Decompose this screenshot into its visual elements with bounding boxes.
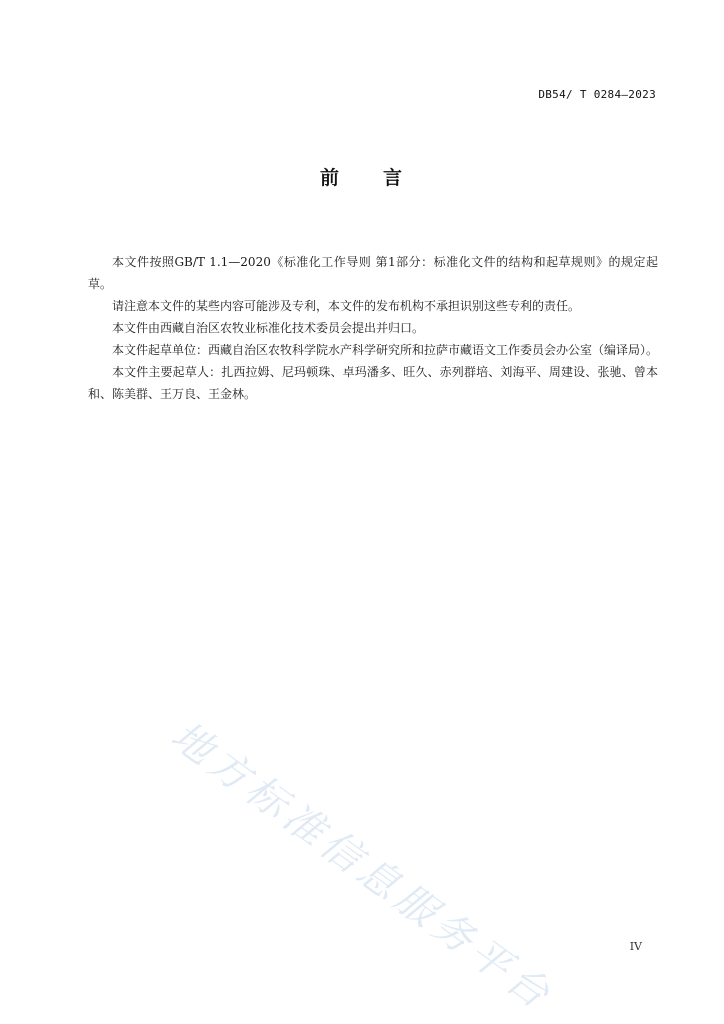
paragraph-proposer: 本文件由西藏自治区农牧业标准化技术委员会提出并归口。 bbox=[112, 321, 425, 335]
paragraph-drafting-units: 本文件起草单位：西藏自治区农牧科学院水产科学研究所和拉萨市藏语文工作委员会办公室（编译局）。 bbox=[112, 343, 659, 357]
paragraph-patent-notice: 请注意本文件的某些内容可能涉及专利，本文件的发布机构不承担识别这些专利的责任。 bbox=[112, 299, 581, 313]
watermark: 地方标准信息服务平台 bbox=[162, 712, 562, 1021]
document-code: DB54/ T 0284—2023 bbox=[538, 88, 656, 101]
paragraph-drafting-basis: 本文件按照GB/T 1.1—2020《标准化工作导则 第1部分：标准化文件的结构和起草规则》的规定起草。 bbox=[88, 255, 658, 291]
page-title: 前 言 bbox=[319, 167, 404, 189]
page-number: IV bbox=[629, 940, 642, 953]
paragraph-drafters: 本文件主要起草人：扎西拉姆、尼玛顿珠、卓玛潘多、旺久、赤列群培、刘海平、周建设、张驰、曾本和、陈美群、王万良、王金林。 bbox=[88, 365, 658, 401]
foreword-body bbox=[88, 251, 658, 405]
